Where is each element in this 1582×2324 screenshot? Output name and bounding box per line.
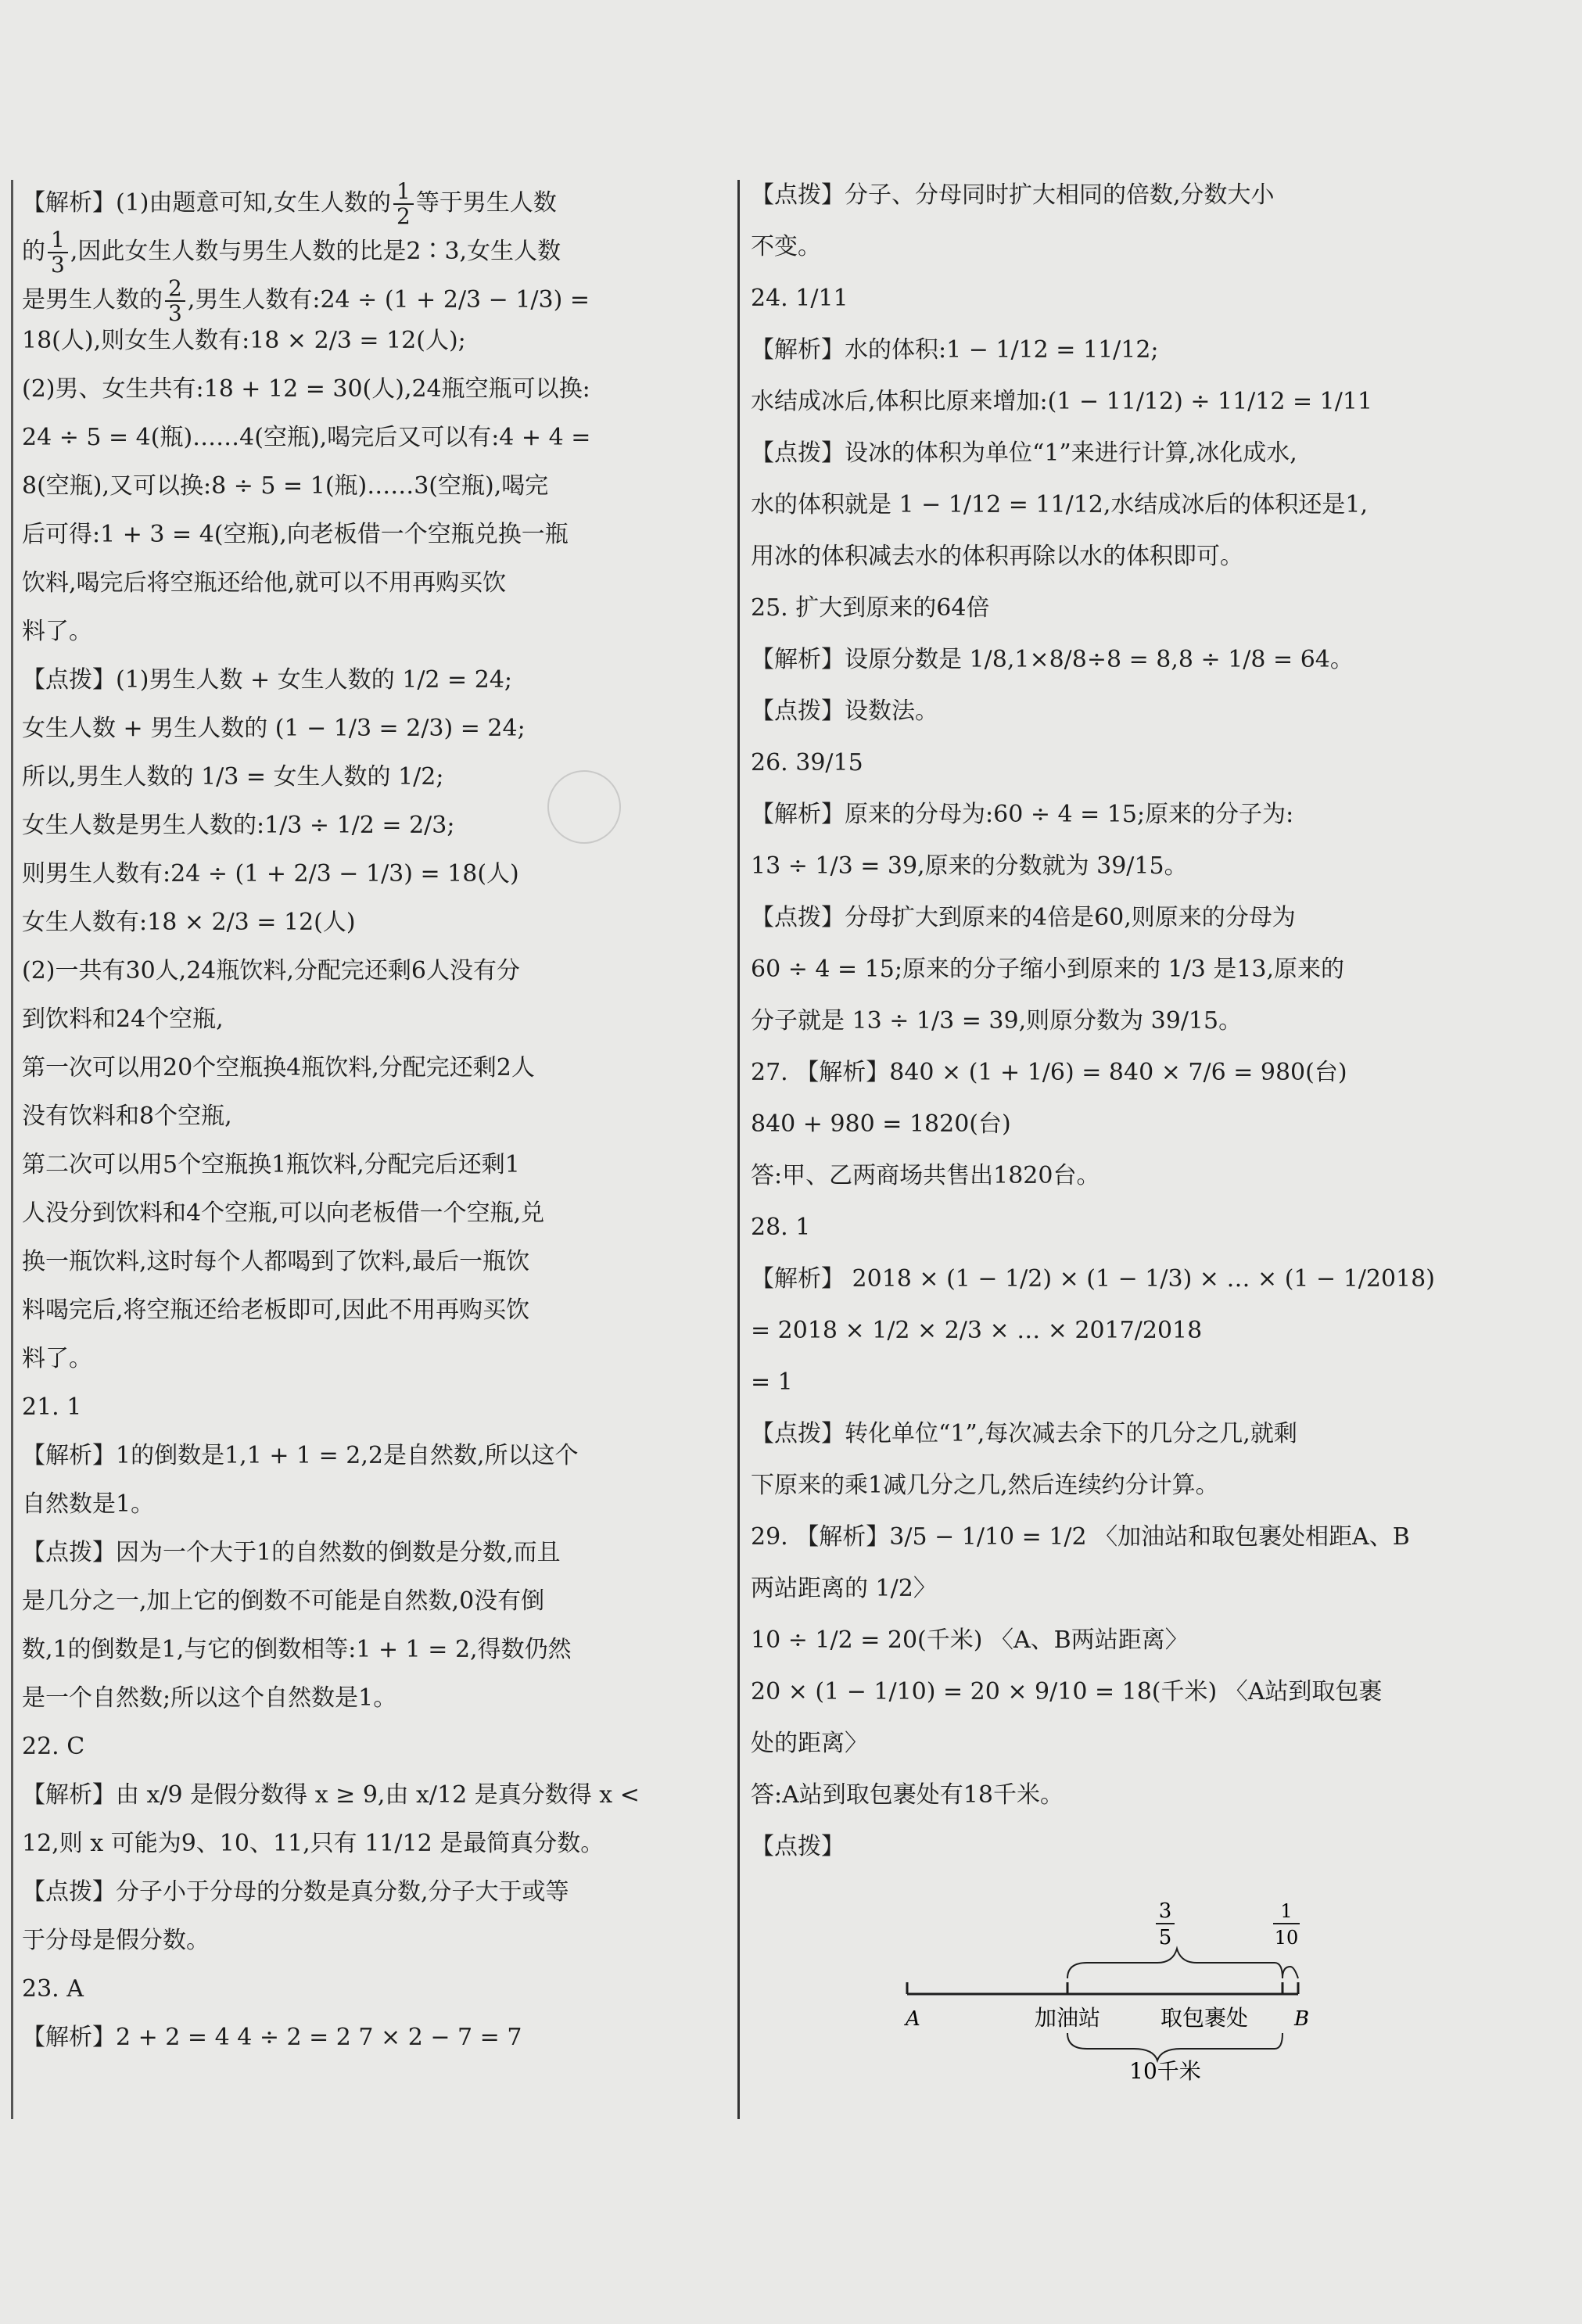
left-line: [22, 1246, 529, 1278]
label-pickup: 取包裹处: [1160, 2005, 1249, 2031]
line-text: 20 × (1 − 1/10) = 20 × 9/10 = 18(千米) 〈A站到取包裹: [751, 1678, 1383, 1705]
left-line: [22, 810, 454, 841]
right-line: [751, 954, 1344, 985]
label-a: A: [906, 2007, 920, 2031]
line-text: 13 ÷ 1/3 = 39,原来的分数就为 39/15。: [751, 852, 1188, 880]
label-b: B: [1294, 2007, 1310, 2031]
line-text: 于分母是假分数。: [22, 1927, 210, 1954]
line-text: 【解析】(1)由题意可知,女生人数的: [22, 189, 392, 217]
line-text: 8(空瓶),又可以换:8 ÷ 5 = 1(瓶)……3(空瓶),喝完: [22, 472, 549, 500]
right-line: [751, 1573, 937, 1605]
line-text: 两站距离的 1/2〉: [751, 1575, 937, 1602]
left-margin-rule: [11, 180, 13, 2119]
line-text: 【点拨】: [751, 1833, 845, 1860]
line-text: 【点拨】分子、分母同时扩大相同的倍数,分数大小: [751, 181, 1275, 209]
brace-bottom: [1067, 2033, 1282, 2060]
left-line: [22, 1198, 544, 1229]
left-line: [22, 277, 590, 325]
fraction-denominator: 3: [51, 252, 65, 278]
line-text: 料了。: [22, 1345, 92, 1372]
left-line: [22, 956, 520, 987]
right-line: [751, 1160, 1100, 1192]
line-text: 女生人数是男生人数的:1/3 ÷ 1/2 = 2/3;: [22, 812, 455, 839]
label-distance: 10千米: [1129, 2058, 1201, 2084]
left-line: [22, 1877, 569, 1908]
left-line: [22, 1101, 232, 1132]
line-text: = 2018 × 1/2 × 2/3 × … × 2017/2018: [751, 1317, 1203, 1344]
frac2-num: 1: [1280, 1900, 1293, 1922]
fraction-numerator: 1: [393, 180, 414, 205]
right-line: [751, 1625, 1189, 1656]
left-line: [22, 1392, 81, 1423]
line-text: (2)男、女生共有:18 + 12 = 30(人),24瓶空瓶可以换:: [22, 375, 590, 403]
line-text: 所以,男生人数的 1/3 = 女生人数的 1/2;: [22, 763, 444, 791]
left-line: [22, 1440, 579, 1472]
line-text: 18(人),则女生人数有:18 × 2/3 = 12(人);: [22, 327, 466, 354]
line-text: 28. 1: [751, 1214, 811, 1241]
line-text: 答:甲、乙两商场共售出1820台。: [751, 1162, 1100, 1189]
line-text: 是几分之一,加上它的倒数不可能是自然数,0没有倒: [22, 1587, 545, 1615]
line-text: 【点拨】设数法。: [751, 698, 938, 725]
right-line: [751, 1057, 1347, 1088]
left-line: [22, 1925, 210, 1956]
right-line: [751, 799, 1293, 830]
right-line: [751, 1418, 1297, 1450]
left-line: [22, 762, 444, 793]
left-line: [22, 1731, 84, 1763]
line-text: 是一个自然数;所以这个自然数是1。: [22, 1684, 397, 1712]
line-text: 27. 【解析】840 × (1 + 1/6) = 840 × 7/6 = 980(台): [751, 1059, 1347, 1086]
fraction-denominator: 2: [396, 203, 411, 229]
left-line: [22, 1343, 92, 1375]
left-line: [22, 422, 590, 454]
fraction-numerator: 1: [48, 228, 68, 253]
line-text: 则男生人数有:24 ÷ (1 + 2/3 − 1/3) = 18(人): [22, 860, 519, 888]
line-text-cont: ,因此女生人数与男生人数的比是2∶3,女生人数: [70, 238, 561, 265]
fraction-denominator: 3: [168, 300, 182, 326]
left-line: [22, 907, 356, 938]
left-line: [22, 1683, 396, 1714]
right-line: [751, 490, 1368, 521]
label-station: 加油站: [1034, 2005, 1101, 2031]
line-text: 24 ÷ 5 = 4(瓶)……4(空瓶),喝完后又可以有:4 + 4 =: [22, 424, 591, 451]
line-text: 10 ÷ 1/2 = 20(千米) 〈A、B两站距离〉: [751, 1626, 1189, 1654]
line-text: 【解析】原来的分母为:60 ÷ 4 = 15;原来的分子为:: [751, 801, 1294, 828]
left-line: [22, 228, 561, 277]
column-divider: [737, 180, 740, 2119]
left-line: [22, 374, 590, 405]
line-text: (2)一共有30人,24瓶饮料,分配完还剩6人没有分: [22, 957, 521, 984]
right-line: [751, 541, 1243, 572]
left-line: [22, 1780, 640, 1811]
line-text: 【点拨】(1)男生人数 + 女生人数的 1/2 = 24;: [22, 666, 513, 694]
left-line: [22, 1004, 224, 1035]
fraction: [48, 228, 68, 277]
right-line: [751, 593, 989, 624]
right-line: [751, 386, 1372, 418]
line-text: 24. 1/11: [751, 285, 848, 312]
line-text: 料了。: [22, 618, 92, 645]
right-line: [751, 851, 1188, 882]
line-text: 【解析】由 x/9 是假分数得 x ≥ 9,由 x/12 是真分数得 x <: [22, 1781, 640, 1809]
right-line: [751, 1728, 868, 1759]
line-text: 到饮料和24个空瓶,: [22, 1006, 224, 1033]
right-line: [751, 1522, 1410, 1553]
line-text: 【点拨】转化单位“1”,每次减去余下的几分之几,就剩: [751, 1420, 1297, 1447]
left-line: [22, 325, 466, 357]
right-line: [751, 1006, 1242, 1037]
line-text: 女生人数 + 男生人数的 (1 − 1/3 = 2/3) = 24;: [22, 715, 526, 742]
line-text: 23. A: [22, 1975, 84, 2003]
left-line: [22, 616, 92, 647]
left-line: [22, 519, 569, 551]
line-text: 后可得:1 + 3 = 4(空瓶),向老板借一个空瓶兑换一瓶: [22, 521, 569, 548]
right-line: [751, 696, 938, 727]
left-line: [22, 1586, 544, 1617]
right-line: [751, 1109, 1011, 1140]
line-text-cont: ,男生人数有:24 ÷ (1 + 2/3 − 1/3) =: [187, 286, 590, 314]
line-text: 840 + 980 = 1820(台): [751, 1110, 1011, 1138]
right-line: [751, 335, 1159, 366]
line-text: 【解析】 2018 × (1 − 1/2) × (1 − 1/3) × … × (1 − 1/2018): [751, 1265, 1435, 1293]
line-text: 25. 扩大到原来的64倍: [751, 594, 990, 622]
left-line: [22, 2022, 522, 2053]
right-line: [751, 1780, 1064, 1811]
line-text: 21. 1: [22, 1393, 82, 1421]
line-text: 第一次可以用20个空瓶换4瓶饮料,分配完还剩2人: [22, 1054, 535, 1081]
right-line: [751, 1315, 1202, 1347]
left-line: [22, 568, 506, 599]
left-line: [22, 859, 519, 890]
right-line: [751, 1470, 1219, 1501]
line-text: 不变。: [751, 233, 821, 260]
line-text: 第二次可以用5个空瓶换1瓶饮料,分配完后还剩1: [22, 1151, 520, 1178]
right-line: [751, 438, 1297, 469]
right-line: [751, 1264, 1435, 1295]
distance-diagram: [899, 1899, 1310, 2084]
frac-top-num: 3: [1158, 1899, 1172, 1923]
stamp-mark: [547, 770, 621, 844]
line-text: 数,1的倒数是1,与它的倒数相等:1 + 1 = 2,得数仍然: [22, 1636, 572, 1663]
line-text: 下原来的乘1减几分之几,然后连续约分计算。: [751, 1472, 1219, 1499]
line-text: = 1: [751, 1368, 793, 1396]
line-text: 【解析】2 + 2 = 4 4 ÷ 2 = 2 7 × 2 − 7 = 7: [22, 2024, 522, 2051]
right-line: [751, 1831, 845, 1863]
line-text: 用冰的体积减去水的体积再除以水的体积即可。: [751, 543, 1243, 570]
frac2-den: 10: [1274, 1927, 1299, 1949]
line-text: 女生人数有:18 × 2/3 = 12(人): [22, 909, 356, 936]
line-text: 是男生人数的: [22, 286, 163, 314]
line-text: 【解析】1的倒数是1,1 + 1 = 2,2是自然数,所以这个: [22, 1442, 579, 1469]
line-text: 26. 39/15: [751, 749, 863, 776]
left-line: [22, 180, 557, 228]
line-text: 【点拨】分子小于分母的分数是真分数,分子大于或等: [22, 1878, 569, 1906]
line-text: 换一瓶饮料,这时每个人都喝到了饮料,最后一瓶饮: [22, 1248, 530, 1275]
left-line: [22, 1974, 84, 2005]
line-text: 【点拨】因为一个大于1的自然数的倒数是分数,而且: [22, 1539, 561, 1566]
fraction-numerator: 2: [165, 277, 185, 302]
line-text: 饮料,喝完后将空瓶还给他,就可以不用再购买饮: [22, 569, 507, 597]
left-line: [22, 665, 512, 696]
left-line: [22, 1489, 154, 1520]
line-text: 人没分到饮料和4个空瓶,可以向老板借一个空瓶,兑: [22, 1200, 545, 1227]
left-line: [22, 1537, 561, 1569]
line-text: 的: [22, 238, 45, 265]
left-line: [22, 1053, 535, 1084]
line-text: 60 ÷ 4 = 15;原来的分子缩小到原来的 1/3 是13,原来的: [751, 956, 1345, 983]
right-line: [751, 644, 1354, 676]
line-text: 没有饮料和8个空瓶,: [22, 1103, 232, 1130]
left-line: [22, 1828, 604, 1860]
brace-top: [1067, 1949, 1282, 1978]
line-text: 水结成冰后,体积比原来增加:(1 − 11/12) ÷ 11/12 = 1/11: [751, 388, 1373, 415]
line-text: 水的体积就是 1 − 1/12 = 11/12,水结成冰后的体积还是1,: [751, 491, 1369, 518]
line-text: 【点拨】设冰的体积为单位“1”来进行计算,冰化成水,: [751, 439, 1297, 467]
line-text: 分子就是 13 ÷ 1/3 = 39,则原分数为 39/15。: [751, 1007, 1243, 1035]
left-line: [22, 1295, 529, 1326]
right-line: [751, 283, 848, 314]
right-line: [751, 902, 1296, 934]
line-text: 处的距离〉: [751, 1730, 868, 1757]
left-line: [22, 1634, 572, 1666]
fraction: [165, 277, 185, 325]
line-text: 【解析】水的体积:1 − 1/12 = 11/12;: [751, 336, 1159, 364]
right-line: [751, 1367, 793, 1398]
left-line: [22, 471, 548, 502]
right-line: [751, 231, 821, 263]
right-line: [751, 748, 863, 779]
left-line: [22, 1149, 520, 1181]
line-text-cont: 等于男生人数: [415, 189, 557, 217]
left-line: [22, 713, 526, 744]
frac-top-den: 5: [1158, 1926, 1172, 1949]
line-text: 答:A站到取包裹处有18千米。: [751, 1781, 1064, 1809]
right-line: [751, 1212, 810, 1243]
line-text: 【点拨】分母扩大到原来的4倍是60,则原来的分母为: [751, 904, 1296, 931]
line-text: 29. 【解析】3/5 − 1/10 = 1/2 〈加油站和取包裹处相距A、B: [751, 1523, 1410, 1551]
line-text: 自然数是1。: [22, 1490, 155, 1518]
line-text: 料喝完后,将空瓶还给老板即可,因此不用再购买饮: [22, 1296, 530, 1324]
line-text: 22. C: [22, 1733, 85, 1760]
fraction: [393, 180, 414, 228]
right-line: [751, 180, 1275, 211]
right-line: [751, 1677, 1382, 1708]
line-text: 12,则 x 可能为9、10、11,只有 11/12 是最简真分数。: [22, 1830, 604, 1857]
line-text: 【解析】设原分数是 1/8,1×8/8÷8 = 8,8 ÷ 1/8 = 64。: [751, 646, 1354, 673]
